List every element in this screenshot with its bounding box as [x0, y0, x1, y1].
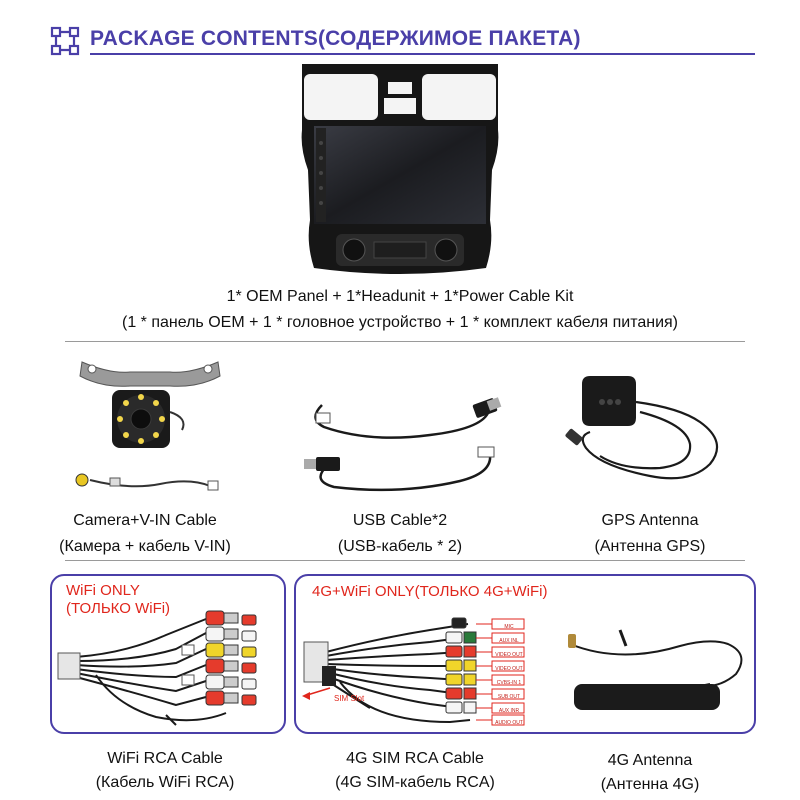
- 4g-sim-rca-caption-ru: (4G SIM-кабель RCA): [335, 774, 495, 791]
- sim-slot-label: SIM Slot: [334, 694, 365, 703]
- gps-caption-en: GPS Antenna: [601, 512, 699, 529]
- divider: [65, 560, 745, 561]
- port-label: CVBS-IN 1: [496, 680, 522, 686]
- camera-caption-ru: (Камера + кабель V-IN): [59, 538, 231, 555]
- 4g-sim-rca-caption-en: 4G SIM RCA Cable: [346, 750, 484, 767]
- wifi-only-tag-ru: (ТОЛЬКО WiFi): [66, 600, 171, 617]
- port-label: SUB OUT: [497, 694, 521, 700]
- camera-caption-en: Camera+V-IN Cable: [73, 512, 217, 529]
- wifi-rca-caption-en: WiFi RCA Cable: [107, 750, 223, 767]
- divider: [65, 341, 745, 342]
- port-label: AUX INL: [499, 638, 519, 644]
- port-label-list: [493, 620, 525, 728]
- usb-caption-en: USB Cable*2: [352, 512, 448, 529]
- headunit-panel-image: [296, 58, 504, 280]
- main-item-caption-ru: (1 * панель OEM + 1 * головное устройство + 1 * комплект кабеля питания): [121, 314, 678, 331]
- port-label: AUX INR: [498, 708, 520, 714]
- 4g-wifi-only-tag: 4G+WiFi ONLY(ТОЛЬКО 4G+WiFi): [312, 583, 548, 600]
- port-label: VIDEO OUT: [495, 666, 523, 672]
- 4g-antenna-caption-en: 4G Antenna: [607, 752, 693, 769]
- camera-with-vin-cable-image: [70, 352, 230, 497]
- wifi-only-tag: WiFi ONLY: [66, 582, 140, 599]
- usb-cable-image: [310, 385, 505, 495]
- package-grid-icon: [50, 26, 80, 56]
- 4g-antenna-caption-ru: (Антенна 4G): [600, 776, 700, 793]
- 4g-antenna-image: [560, 628, 745, 714]
- page-title: PACKAGE CONTENTS(СОДЕРЖИМОЕ ПАКЕТА): [90, 27, 581, 50]
- wifi-rca-caption-ru: (Кабель WiFi RCA): [95, 774, 235, 791]
- gps-caption-ru: (Антенна GPS): [594, 538, 706, 555]
- title-underline: [90, 53, 755, 55]
- wifi-rca-cable-image: [56, 605, 278, 727]
- port-label: AUDIO OUT: [495, 720, 523, 726]
- port-label: VIDEO OUT: [495, 652, 523, 658]
- main-item-caption-en: 1* OEM Panel + 1*Headunit + 1*Power Cable Kit: [226, 288, 574, 305]
- port-label: MIC: [504, 624, 514, 630]
- usb-caption-ru: (USB-кабель * 2): [337, 538, 463, 555]
- gps-antenna-image: [560, 372, 730, 502]
